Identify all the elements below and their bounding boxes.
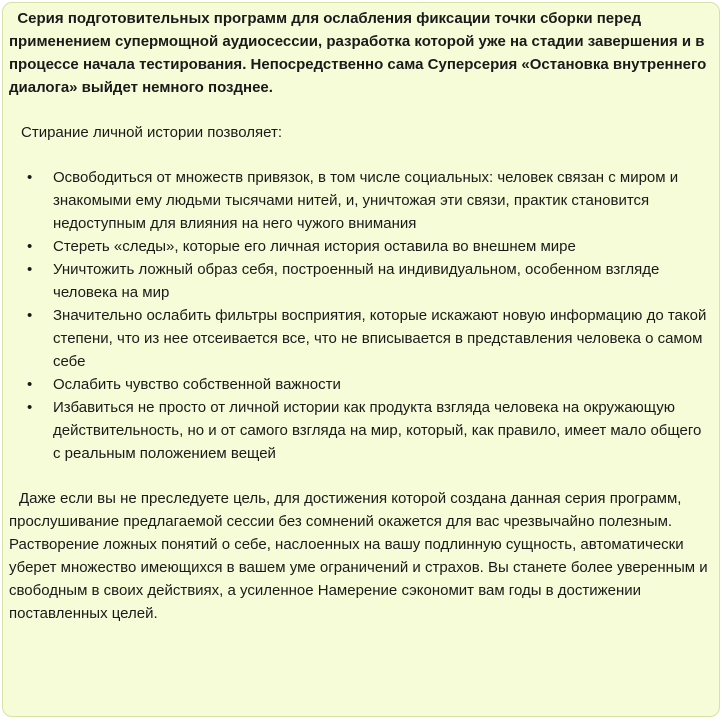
list-item: • Освободиться от множеств привязок, в том числе социальных: человек связан с миром и знакомыми ему людьми тысячами нитей, и, уничтожая эти связи, практик становится недоступным для влияния на него чужого внимания [43, 166, 711, 235]
intro-paragraph: Серия подготовительных программ для ослабления фиксации точки сборки перед применением супермощной аудиосессии, разработка которой уже на стадии завершения и в процессе начала тестирования. Непосредственно сама Суперсерия «Остановка внутреннего диалога» выйдет немного позднее. [9, 10, 711, 96]
list-item: • Уничтожить ложный образ себя, построенный на индивидуальном, особенном взгляде человека на мир [43, 258, 711, 304]
list-item: • Стереть «следы», которые его личная история оставила во внешнем мире [43, 235, 711, 258]
benefits-heading: Стирание личной истории позволяет: [21, 124, 282, 141]
list-item: • Значительно ослабить фильтры восприятия, которые искажают новую информацию до такой степени, что из нее отсеивается все, что не вписывается в представления человека о самом себе [43, 304, 711, 373]
closing-paragraph: Даже если вы не преследуете цель, для достижения которой создана данная серия программ, прослушивание предлагаемой сессии без сомнений окажется для вас чрезвычайно полезным. Растворение ложных понятий о себе, наслоенных на вашу подлинную сущность, автоматически уберет множество имеющихся в вашем уме ограничений и страхов. Вы станете более уверенным и свободным в своих действиях, а усиленное Намерение сэкономит вам годы в достижении поставленных целей. [9, 490, 708, 622]
benefits-list [9, 166, 711, 465]
list-item: • Ослабить чувство собственной важности [43, 373, 711, 396]
list-item: • Избавиться не просто от личной истории как продукта взгляда человека на окружающую действительность, но и от самого взгляда на мир, который, как правило, имеет мало общего с реальным положением вещей [43, 396, 711, 465]
article-panel [2, 2, 720, 717]
